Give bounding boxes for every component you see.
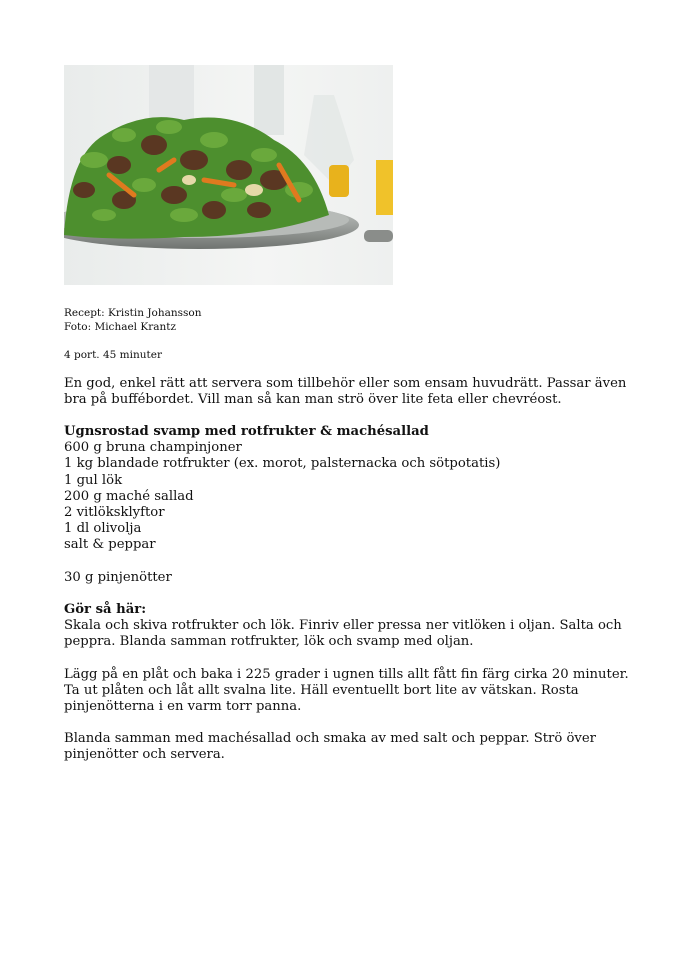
instruction-line: peppra. Blanda samman rotfrukter, lök och svamp med oljan. — [64, 634, 474, 650]
ingredient-item: 600 g bruna champinjoner — [64, 440, 242, 456]
instruction-line: pinjenötterna i en varm torr panna. — [64, 699, 302, 715]
ingredient-item: 1 dl olivolja — [64, 521, 142, 537]
ingredient-item: 1 kg blandade rotfrukter (ex. morot, palsternacka och sötpotatis) — [64, 456, 501, 472]
instruction-line: Lägg på en plåt och baka i 225 grader i ugnen tills allt fått fin färg cirka 20 minuter. — [64, 667, 629, 682]
instruction-line: Ta ut plåten och låt allt svalna lite. Häll eventuellt bort lite av vätskan. Rosta — [64, 683, 579, 699]
intro-line: En god, enkel rätt att servera som tillbehör eller som ensam huvudrätt. Passar även — [64, 376, 627, 391]
recipe-credit: Recept: Kristin Johansson — [64, 307, 202, 319]
intro-line: bra på buffébordet. Vill man så kan man strö över lite feta eller chevréost. — [64, 392, 562, 407]
instruction-line: Blanda samman med machésallad och smaka av med salt och peppar. Strö över — [64, 731, 596, 746]
recipe-title: Ugnsrostad svamp med rotfrukter & machésallad — [64, 424, 429, 439]
credits — [64, 306, 202, 334]
ingredient-item: 2 vitlöksklyftor — [64, 505, 165, 521]
instruction-paragraph-2 — [64, 667, 629, 716]
extra-ingredient: 30 g pinjenötter — [64, 570, 172, 585]
ingredient-item: 200 g maché sallad — [64, 488, 194, 504]
salad-image — [64, 65, 393, 285]
instruction-line: pinjenötter och servera. — [64, 747, 225, 763]
portions-time: 4 port. 45 minuter — [64, 349, 162, 361]
photo-credit: Foto: Michael Krantz — [64, 321, 177, 333]
instruction-paragraph-3 — [64, 731, 596, 763]
ingredients-section — [64, 424, 644, 554]
ingredient-item: salt & peppar — [64, 537, 156, 553]
intro-paragraph — [64, 376, 634, 408]
recipe-photo — [64, 65, 393, 285]
instructions-heading: Gör så här: — [64, 602, 147, 617]
instruction-line: Skala och skiva rotfrukter och lök. Finriv eller pressa ner vitlöken i oljan. Salta och — [64, 618, 622, 634]
ingredient-item: 1 gul lök — [64, 472, 123, 488]
instructions-section — [64, 602, 644, 651]
